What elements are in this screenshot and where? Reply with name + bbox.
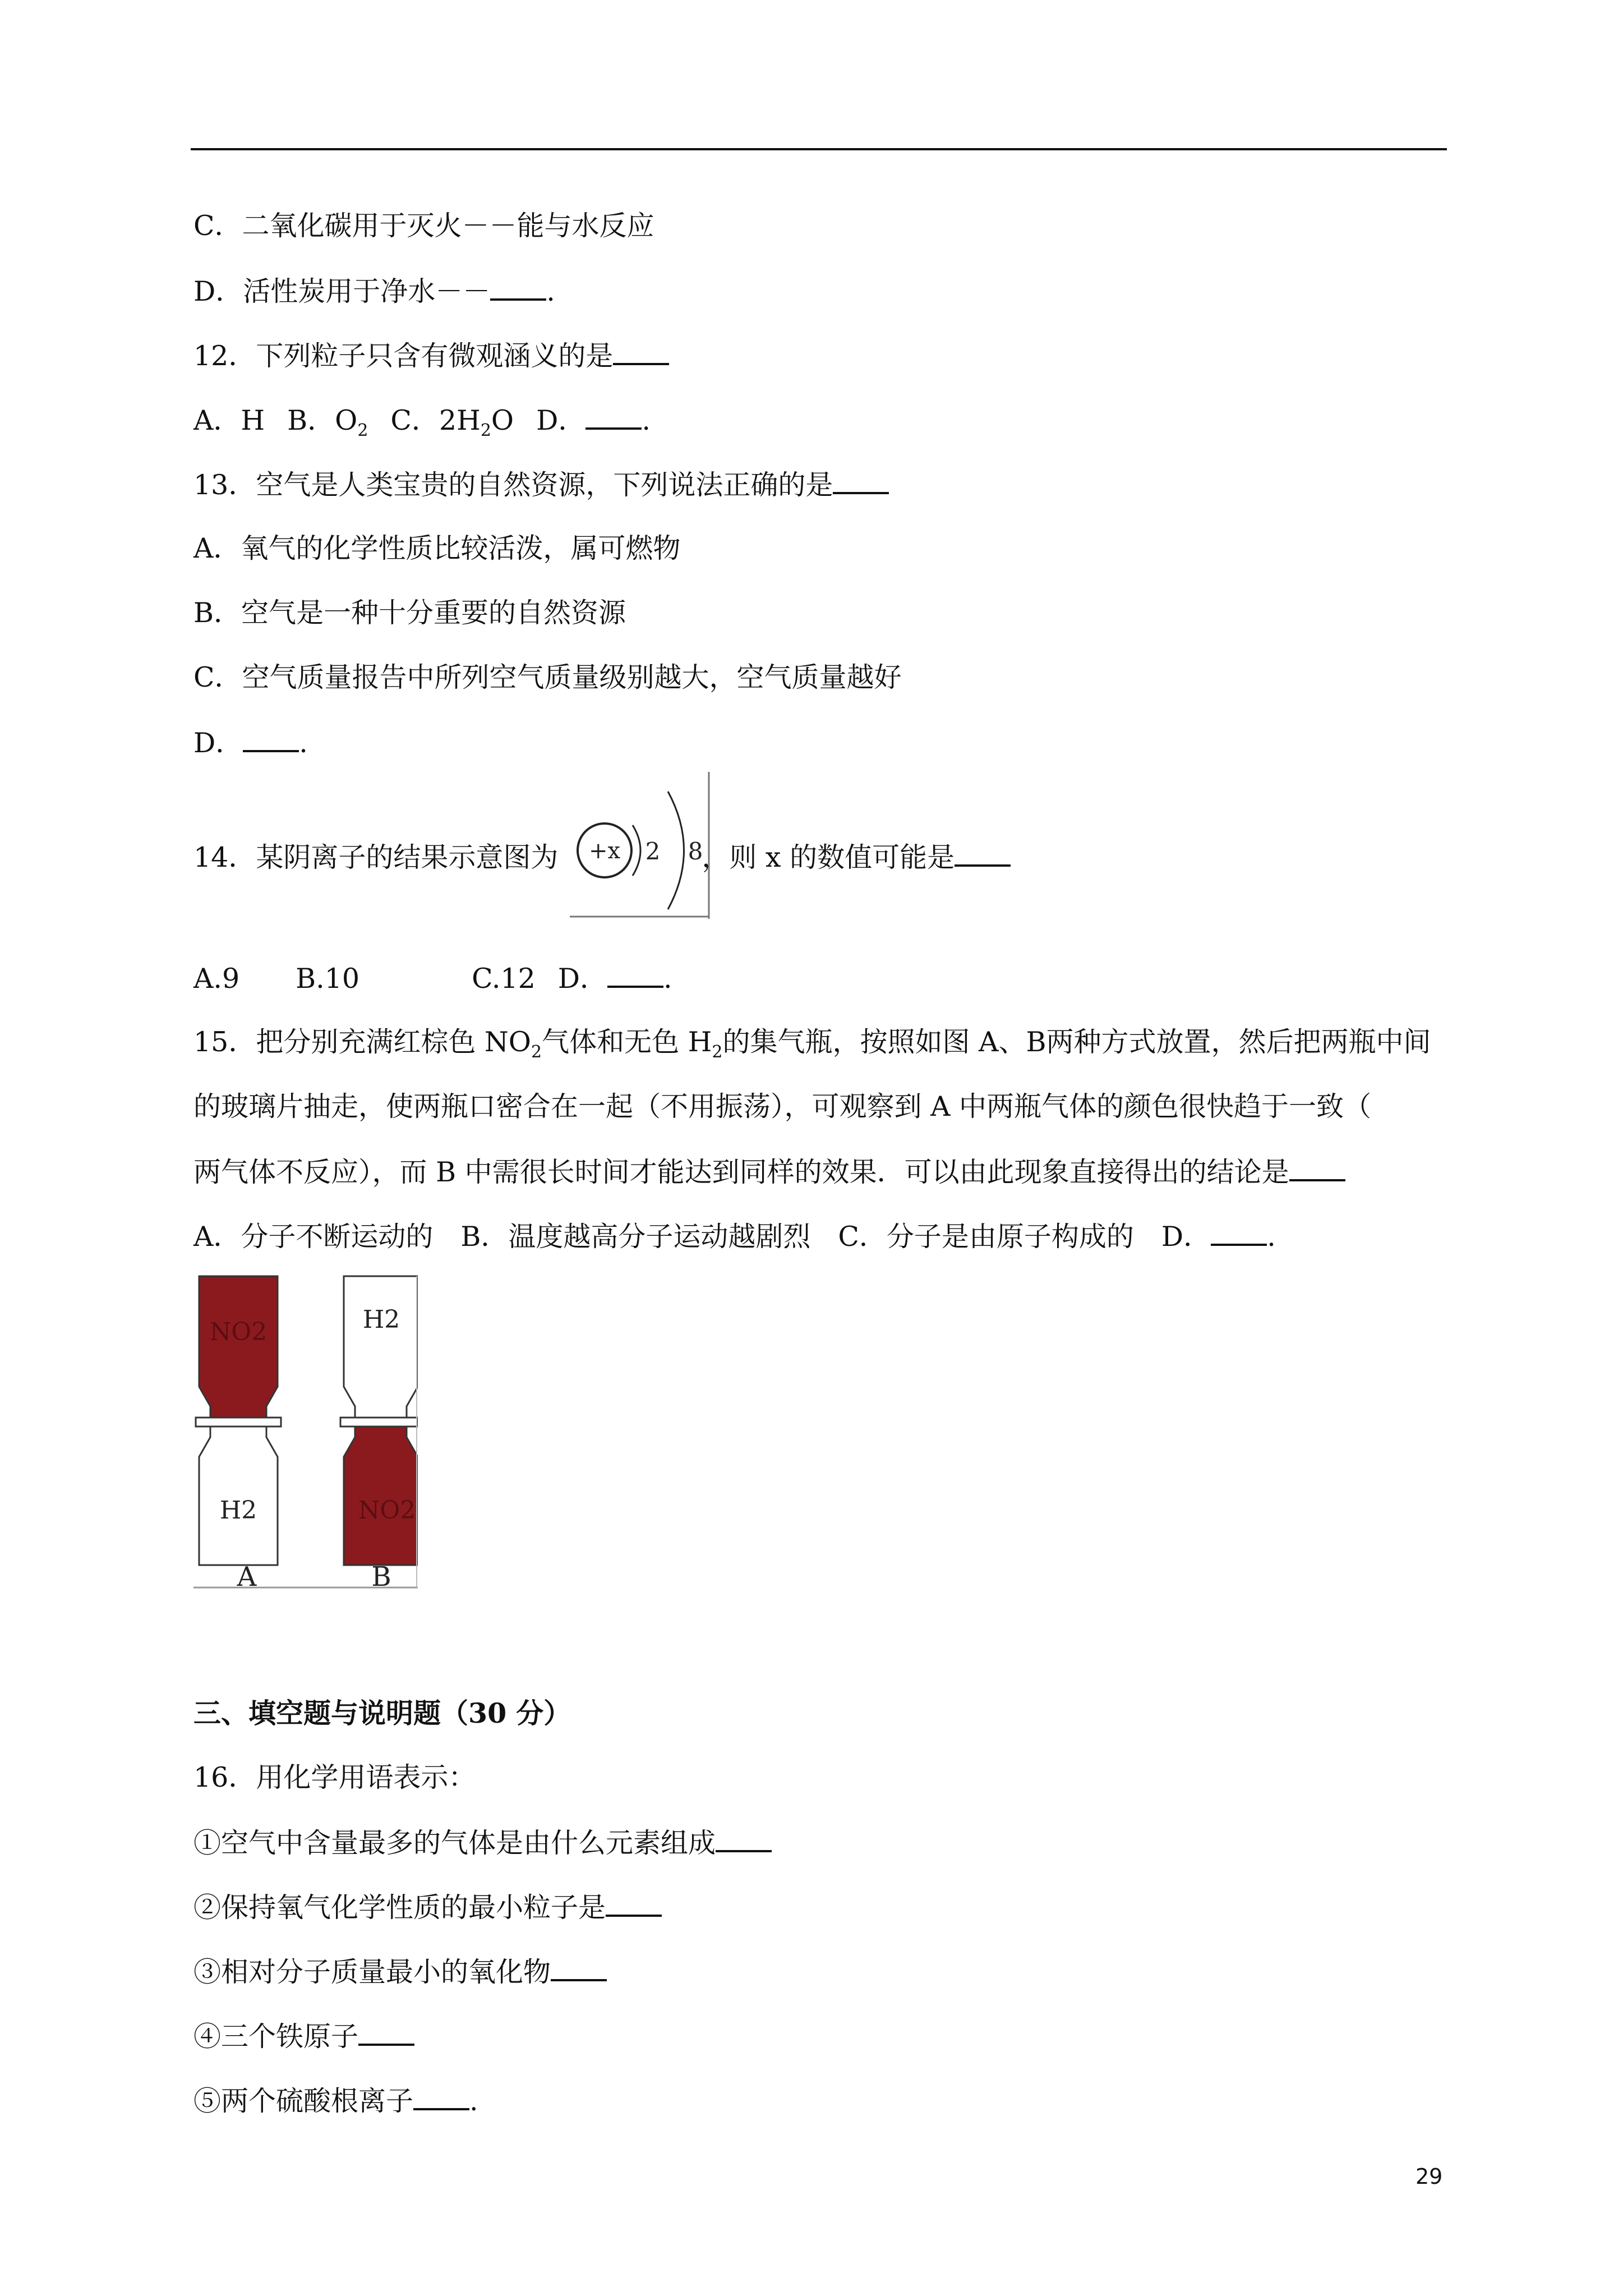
answer-blank[interactable] <box>358 2019 414 2046</box>
section-3-heading: 三、填空题与说明题（30 分） <box>193 1697 571 1729</box>
electron-shell-2 <box>668 792 684 909</box>
question-13: 13．空气是人类宝贵的自然资源，下列说法正确的是 <box>193 467 889 502</box>
jar-b-bottom-label: NO2 <box>358 1496 416 1525</box>
question-16-item-3: ③相对分子质量最小的氧化物 <box>193 1954 607 1989</box>
label-b: B <box>371 1561 391 1593</box>
question-14: 14．某阴离子的结果示意图为 ，则 x 的数值可能是 <box>193 840 1011 875</box>
answer-blank[interactable] <box>490 274 546 301</box>
jar-b-top-label: H2 <box>362 1305 400 1334</box>
answer-blank[interactable] <box>607 961 663 988</box>
question-16-item-2: ②保持氧气化学性质的最小粒子是 <box>193 1890 662 1925</box>
question-16-item-5: ⑤两个硫酸根离子 . <box>193 2083 478 2118</box>
answer-blank[interactable] <box>585 403 642 430</box>
option-c-line: C．二氧化碳用于灭火－－能与水反应 <box>193 210 654 242</box>
gas-jar-figure <box>193 1266 418 1597</box>
question-13-option-a: A．氧气的化学性质比较活泼，属可燃物 <box>193 532 681 564</box>
question-16-item-1: ①空气中含量最多的气体是由什么元素组成 <box>193 1825 772 1860</box>
question-15-line-3: 两气体不反应），而 B 中需很长时间才能达到同样的效果．可以由此现象直接得出的结论是 <box>193 1154 1345 1189</box>
question-12: 12．下列粒子只含有微观涵义的是 <box>193 338 669 373</box>
label-a: A <box>237 1561 257 1593</box>
question-13-option-c: C．空气质量报告中所列空气质量级别越大，空气质量越好 <box>193 661 902 693</box>
ion-structure-diagram <box>570 772 710 919</box>
question-16-item-4: ④三个铁原子 <box>193 2019 414 2054</box>
jar-b-top <box>344 1276 418 1418</box>
option-d-line: D．活性炭用于净水－－ . <box>193 274 555 309</box>
answer-blank[interactable] <box>833 467 889 494</box>
answer-blank[interactable] <box>1289 1154 1345 1181</box>
nucleus-label: +x <box>588 838 621 864</box>
answer-blank[interactable] <box>716 1825 772 1852</box>
question-14-options: A.9 B.10 C.12 D． . <box>193 961 672 996</box>
electron-shell-1 <box>633 825 640 876</box>
page-number: 29 <box>1415 2164 1443 2189</box>
answer-blank[interactable] <box>613 338 669 365</box>
jar-a-top <box>199 1276 278 1418</box>
question-13-option-d: D． . <box>193 725 308 760</box>
shell-1-electrons: 2 <box>645 838 661 865</box>
question-15-line-2: 的玻璃片抽走，使两瓶口密合在一起（不用振荡），可观察到 A 中两瓶气体的颜色很快趋于一致（ <box>193 1091 1372 1122</box>
question-13-option-b: B．空气是一种十分重要的自然资源 <box>193 597 626 629</box>
answer-blank[interactable] <box>413 2083 469 2110</box>
jar-b-glass-plate <box>340 1418 418 1427</box>
question-15-line-1: 15．把分别充满红棕色 $NO_2$气体和无色 $H_2$的集气瓶，按照如图 A、B两种方式放置，然后把两瓶中间 <box>193 1026 1431 1062</box>
shell-2-electrons: 8 <box>688 838 703 865</box>
question-16: 16．用化学用语表示： <box>193 1761 476 1793</box>
question-15-options: A．分子不断运动的 B．温度越高分子运动越剧烈 C．分子是由原子构成的 D． . <box>193 1219 1276 1254</box>
answer-blank[interactable] <box>243 725 299 752</box>
answer-blank[interactable] <box>955 840 1011 867</box>
answer-blank[interactable] <box>551 1954 607 1981</box>
jar-a-bottom-label: H2 <box>219 1496 257 1525</box>
jar-a-glass-plate <box>196 1418 281 1427</box>
answer-blank[interactable] <box>606 1890 662 1917</box>
question-12-options: A．H B．$O_2$ C．$2H_2O$ D． . <box>193 403 651 448</box>
answer-blank[interactable] <box>1211 1219 1267 1246</box>
jar-a-top-label: NO2 <box>209 1318 268 1346</box>
header-rule <box>191 148 1447 150</box>
